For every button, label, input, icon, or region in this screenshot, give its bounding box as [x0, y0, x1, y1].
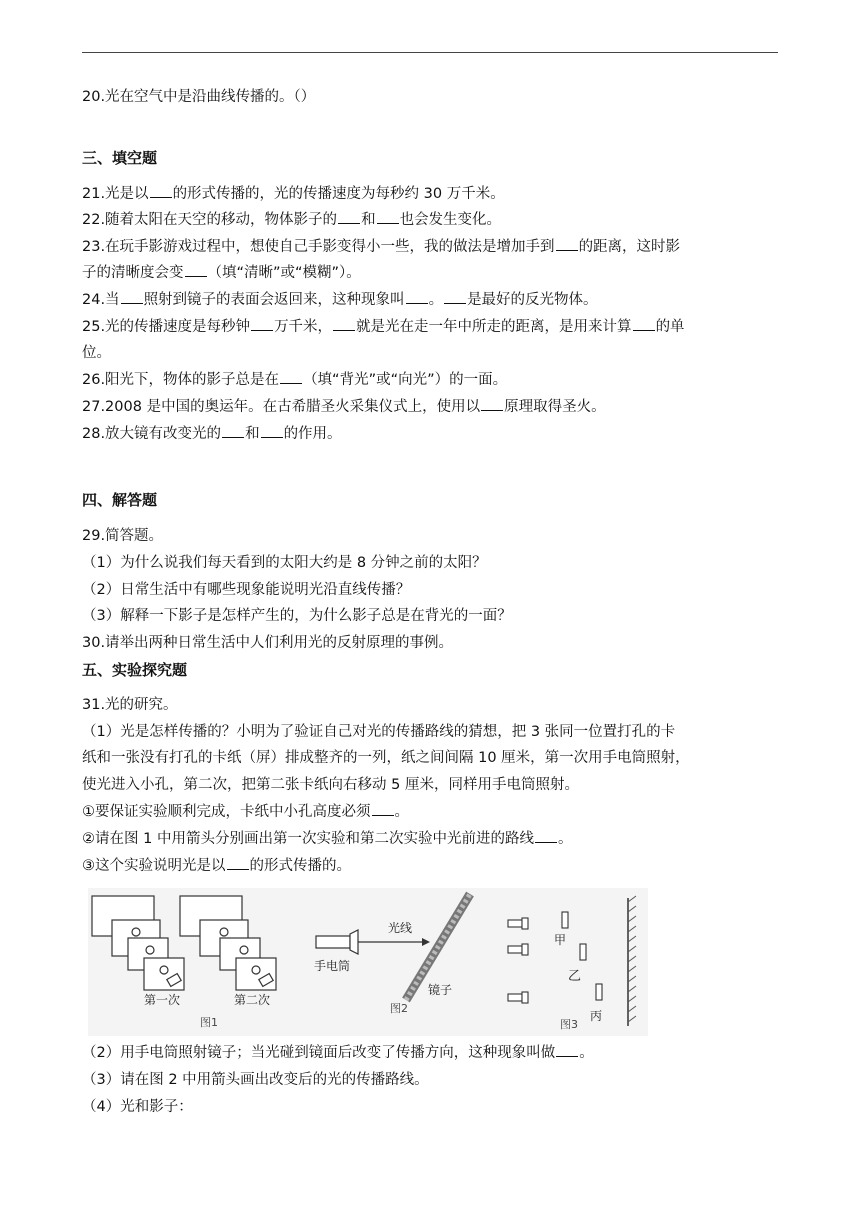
answer-blank[interactable] — [372, 800, 394, 816]
section-heading-fill-in: 三、填空题 — [82, 149, 158, 167]
fig3-label-a: 甲 — [554, 933, 567, 947]
fig3-label-b: 乙 — [568, 969, 582, 984]
answer-blank[interactable] — [121, 288, 143, 304]
answer-blank[interactable] — [261, 422, 283, 438]
flashlight-icon — [316, 936, 350, 948]
fig3-caption: 图3 — [560, 1018, 578, 1031]
answer-blank[interactable] — [333, 315, 355, 331]
question-28: 28.放大镜有改变光的 和 的作用。 — [82, 421, 782, 447]
question-25-cont: 位。 — [82, 345, 111, 361]
answer-blank[interactable] — [185, 261, 207, 277]
question-30: 30.请举出两种日常生活中人们利用光的反射原理的事例。 — [82, 635, 454, 651]
answer-blank[interactable] — [280, 368, 302, 384]
figures-svg — [88, 888, 648, 1036]
fig2-mirror-label: 镜子 — [428, 983, 453, 997]
question-31-part1-line3: 使光进入小孔，第二次，把第二张卡纸向右移动 5 厘米，同样用手电筒照射。 — [82, 777, 579, 793]
header-rule — [82, 52, 778, 53]
question-22: 22.随着太阳在天空的移动，物体影子的 和 也会发生变化。 — [82, 207, 782, 233]
answer-blank[interactable] — [150, 182, 172, 198]
question-31-part1-line1: （1）光是怎样传播的？小明为了验证自己对光的传播路线的猜想，把 3 张同一位置打孔的卡 — [82, 724, 676, 740]
question-29-3: （3）解释一下影子是怎样产生的，为什么影子总是在背光的一面？ — [82, 608, 512, 624]
question-31-step3: ③这个实验说明光是以 的形式传播的。 — [82, 853, 782, 879]
question-31-part3: （3）请在图 2 中用箭头画出改变后的光的传播路线。 — [82, 1072, 429, 1088]
answer-blank[interactable] — [481, 395, 503, 411]
answer-blank[interactable] — [633, 315, 655, 331]
answer-blank[interactable] — [222, 422, 244, 438]
section-heading-answer: 四、解答题 — [82, 491, 158, 509]
question-31-part1-line2: 纸和一张没有打孔的卡纸（屏）排成整齐的一列，纸之间间隔 10 厘米，第一次用手电筒照射， — [82, 750, 690, 766]
answer-blank[interactable] — [556, 1041, 578, 1057]
fig2-light-label: 光线 — [388, 921, 413, 935]
answer-blank[interactable] — [338, 208, 360, 224]
question-24: 24.当 照射到镜子的表面会返回来，这种现象叫 。 是最好的反光物体。 — [82, 287, 782, 313]
question-31-part4: （4）光和影子： — [82, 1099, 193, 1115]
fig1-label-first: 第一次 — [144, 993, 181, 1007]
question-31-part2: （2）用手电筒照射镜子；当光碰到镜面后改变了传播方向，这种现象叫做 。 — [82, 1040, 782, 1066]
question-31-step2: ②请在图 1 中用箭头分别画出第一次实验和第二次实验中光前进的路线 。 — [82, 826, 782, 852]
question-29: 29.简答题。 — [82, 528, 164, 544]
fig2-caption: 图2 — [390, 1002, 408, 1015]
question-27: 27.2008 是中国的奥运年。在古希腊圣火采集仪式上，使用以 原理取得圣火。 — [82, 394, 782, 420]
question-23: 23.在玩手影游戏过程中，想使自己手影变得小一些，我的做法是增加手到 的距离，这时影 — [82, 234, 782, 260]
answer-blank[interactable] — [227, 854, 249, 870]
fig1-caption: 图1 — [200, 1016, 218, 1029]
answer-blank[interactable] — [444, 288, 466, 304]
answer-blank[interactable] — [377, 208, 399, 224]
question-21: 21.光是以 的形式传播的，光的传播速度为每秒约 30 万千米。 — [82, 181, 782, 207]
flashlight-icon — [508, 920, 522, 927]
section-heading-experiment: 五、实验探究题 — [82, 661, 188, 679]
answer-blank[interactable] — [535, 827, 557, 843]
question-29-1: （1）为什么说我们每天看到的太阳大约是 8 分钟之前的太阳？ — [82, 555, 487, 571]
question-25: 25.光的传播速度是每秒钟 万千米， 就是光在走一年中所走的距离，是用来计算 的单 — [82, 314, 782, 340]
fig2-flashlight-label: 手电筒 — [314, 959, 351, 973]
question-20: 20.光在空气中是沿曲线传播的。（） — [82, 89, 316, 105]
question-31-step1: ①要保证实验顺利完成，卡纸中小孔高度必须 。 — [82, 799, 782, 825]
fig3-label-c: 丙 — [590, 1009, 603, 1023]
question-29-2: （2）日常生活中有哪些现象能说明光沿直线传播？ — [82, 582, 411, 598]
question-23-cont: 子的清晰度会变 （填“清晰”或“模糊”）。 — [82, 260, 782, 286]
answer-blank[interactable] — [251, 315, 273, 331]
answer-blank[interactable] — [406, 288, 428, 304]
experiment-figures — [88, 888, 648, 1036]
question-26: 26.阳光下，物体的影子总是在 （填“背光”或“向光”）的一面。 — [82, 367, 782, 393]
fig1-label-second: 第二次 — [234, 993, 271, 1007]
question-31: 31.光的研究。 — [82, 697, 178, 713]
answer-blank[interactable] — [556, 235, 578, 251]
